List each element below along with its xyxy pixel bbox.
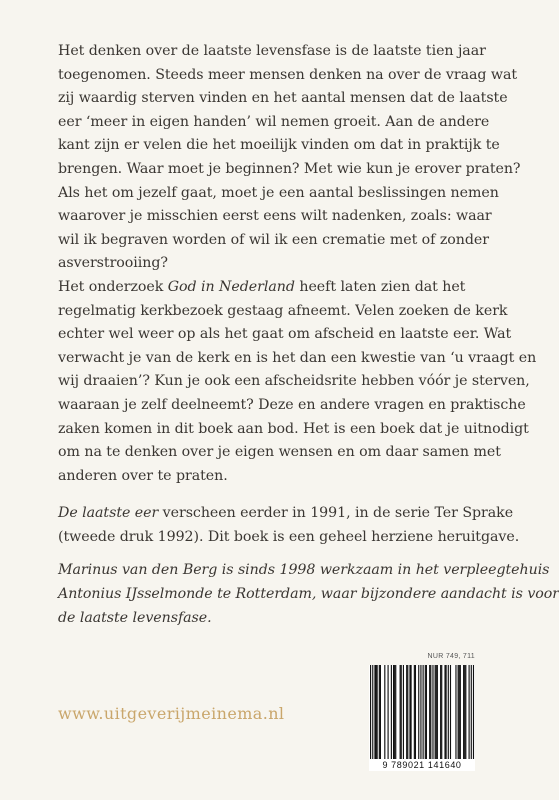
text-fragment: Het onderzoek bbox=[58, 278, 168, 295]
barcode-bar bbox=[393, 665, 394, 759]
text-line: kant zijn er velen die het moeilijk vinden om dat in praktijk te bbox=[58, 137, 500, 154]
publisher-website[interactable]: www.uitgeverijmeinema.nl bbox=[58, 704, 285, 723]
barcode-bar bbox=[429, 665, 430, 759]
text-line: asverstrooiing? bbox=[58, 255, 168, 272]
barcode-bar bbox=[415, 665, 416, 759]
barcode-bar bbox=[379, 665, 380, 759]
barcode-bar bbox=[414, 665, 415, 759]
barcode-bar bbox=[436, 665, 437, 759]
text-line: (tweede druk 1992). Dit boek is een geheel herziene heruitgave. bbox=[58, 528, 520, 545]
barcode-bar bbox=[425, 665, 426, 759]
barcode-icon bbox=[369, 665, 475, 759]
barcode-bar bbox=[446, 665, 447, 759]
barcode-bar bbox=[411, 665, 412, 759]
text-line: zij waardig sterven vinden en het aantal mensen dat de laatste bbox=[58, 90, 508, 107]
text-line: waarover je misschien eerst eens wilt nadenken, zoals: waar bbox=[58, 208, 492, 225]
barcode-bar bbox=[450, 665, 451, 759]
barcode-bar bbox=[444, 665, 445, 759]
text-line: Het denken over de laatste levensfase is de laatste tien jaar bbox=[58, 43, 486, 59]
barcode-bar bbox=[473, 665, 474, 759]
barcode-bar bbox=[437, 665, 438, 759]
text-line: regelmatig kerkbezoek gestaag afneemt. Velen zoeken de kerk bbox=[58, 302, 508, 319]
barcode-bar bbox=[440, 665, 441, 759]
barcode-bar bbox=[400, 665, 401, 759]
author-note bbox=[58, 559, 559, 630]
text-line: waaraan je zelf deelneemt? Deze en andere vragen en praktische bbox=[58, 396, 526, 413]
text-line: wij draaien’? Kun je ook een afscheidsrite hebben vóór je sterven, bbox=[58, 373, 530, 390]
text-line: toegenomen. Steeds meer mensen denken na over de vraag wat bbox=[58, 66, 518, 83]
text-line: zaken komen in dit boek aan bod. Het is een boek dat je uitnodigt bbox=[58, 420, 529, 437]
isbn-number: 9 789021 141640 bbox=[369, 759, 475, 771]
barcode-bar bbox=[471, 665, 472, 759]
barcode-bar bbox=[420, 665, 421, 759]
text-line: Marinus van den Berg is sinds 1998 werkzaam in het verpleegtehuis bbox=[58, 562, 550, 579]
barcode-bar bbox=[435, 665, 436, 759]
barcode-bar bbox=[418, 665, 419, 759]
barcode-bar bbox=[403, 665, 404, 759]
paragraph-intro bbox=[58, 40, 521, 276]
barcode-bar bbox=[463, 665, 464, 759]
barcode-bar bbox=[391, 665, 392, 759]
barcode-bar bbox=[406, 665, 407, 759]
text-fragment: heeft laten zien dat het bbox=[294, 278, 466, 295]
barcode-bar bbox=[372, 665, 373, 759]
barcode-bar bbox=[374, 665, 375, 759]
barcode-bar bbox=[370, 665, 371, 759]
barcode-bar bbox=[458, 665, 459, 759]
barcode-bar bbox=[401, 665, 402, 759]
barcode-bar bbox=[469, 665, 470, 759]
barcode-block bbox=[369, 653, 475, 771]
barcode-bar bbox=[426, 665, 427, 759]
nur-code: NUR 749, 711 bbox=[427, 653, 475, 660]
text-line: echter wel weer op als het gaat om afscheid en laatste eer. Wat bbox=[58, 326, 512, 343]
text-line: brengen. Waar moet je beginnen? Met wie kun je erover praten? bbox=[58, 160, 521, 177]
barcode-bar bbox=[375, 665, 376, 759]
barcode-bar bbox=[460, 665, 461, 759]
barcode-bar bbox=[423, 665, 424, 759]
barcode-bar bbox=[395, 665, 396, 759]
barcode-bar bbox=[409, 665, 410, 759]
text-line: de laatste levensfase. bbox=[58, 609, 212, 626]
barcode-bar bbox=[394, 665, 395, 759]
barcode-bar bbox=[380, 665, 381, 759]
book-title: De laatste eer bbox=[58, 505, 159, 522]
back-cover-text bbox=[58, 40, 559, 630]
text-line: om na te denken over je eigen wensen en om daar samen met bbox=[58, 444, 501, 461]
paragraph-edition bbox=[58, 502, 520, 549]
barcode-bar bbox=[448, 665, 449, 759]
barcode-bar bbox=[465, 665, 466, 759]
book-title-reference: God in Nederland bbox=[167, 278, 295, 295]
barcode-bar bbox=[432, 665, 433, 759]
barcode-bar bbox=[459, 665, 460, 759]
barcode-bar bbox=[455, 665, 456, 759]
barcode-bar bbox=[441, 665, 442, 759]
text-line bbox=[58, 276, 476, 300]
barcode-bar bbox=[407, 665, 408, 759]
paragraph-research bbox=[58, 276, 537, 488]
barcode-bar bbox=[430, 665, 431, 759]
text-line: eer ‘meer in eigen handen’ wil nemen groeit. Aan de andere bbox=[58, 113, 490, 130]
text-line: anderen over te praten. bbox=[58, 467, 228, 484]
barcode-bar bbox=[384, 665, 385, 759]
barcode-bar bbox=[377, 665, 378, 759]
barcode-bar bbox=[388, 665, 389, 759]
text-line: wil ik begraven worden of wil ik een crematie met of zonder bbox=[58, 231, 489, 248]
text-line: Als het om jezelf gaat, moet je een aantal beslissingen nemen bbox=[58, 184, 499, 201]
text-line bbox=[58, 502, 514, 526]
text-line: verwacht je van de kerk en is het dan een kwestie van ‘u vraagt en bbox=[58, 349, 537, 366]
barcode-bar bbox=[464, 665, 465, 759]
text-line: Antonius IJsselmonde te Rotterdam, waar bijzondere aandacht is voor bbox=[58, 586, 559, 603]
text-fragment: verscheen eerder in 1991, in de serie Ter Sprake bbox=[158, 505, 514, 522]
